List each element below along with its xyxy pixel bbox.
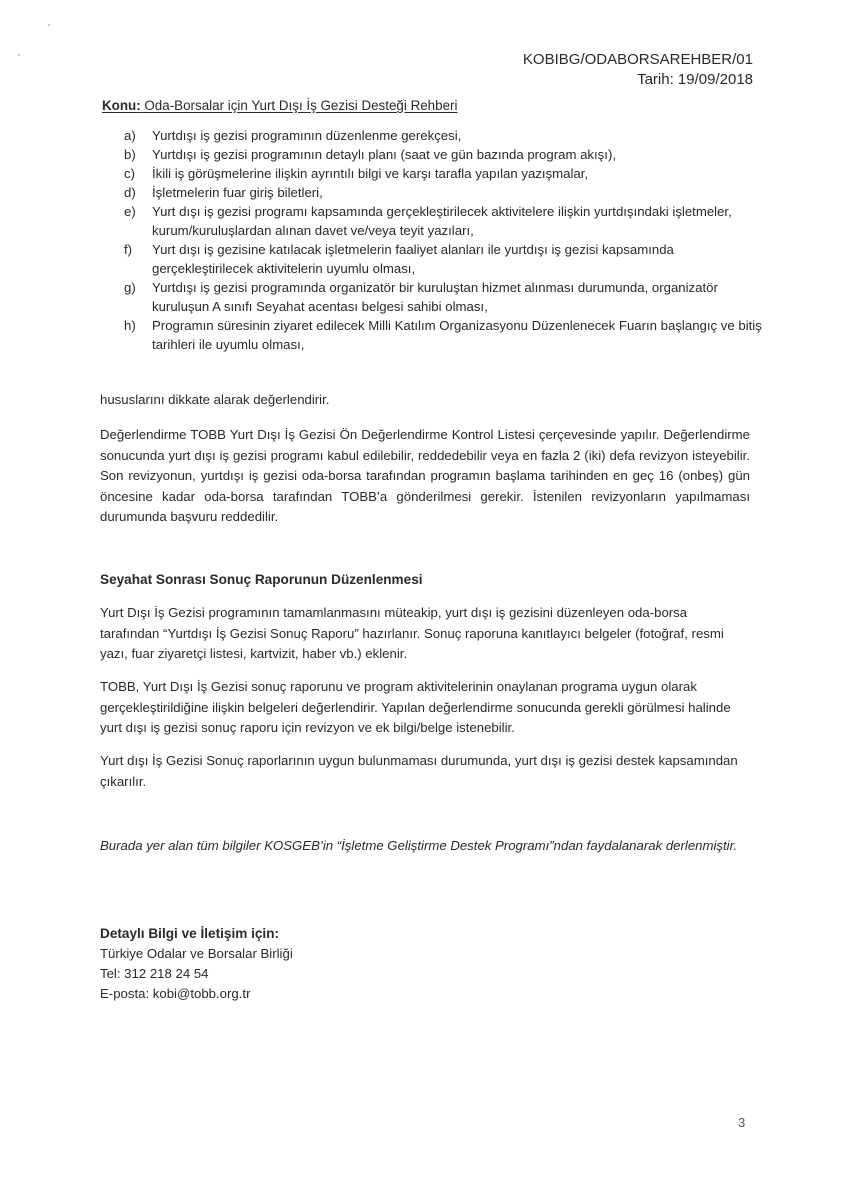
scan-speck [18,54,20,56]
list-item [124,183,764,202]
list-marker: e) [124,204,136,219]
contact-title: Detaylı Bilgi ve İletişim için: [100,926,280,941]
report-section-heading: Seyahat Sonrası Sonuç Raporunun Düzenlenmesi [100,572,423,587]
list-marker: d) [124,185,136,200]
scan-speck [48,24,50,26]
list-item-text: Yurtdışı iş gezisi programında organizatör bir kuruluştan hizmet alınması durumunda, organizatör kuruluşun A sınıfı Seyahat acentası belgesi sahibi olması, [152,280,718,314]
list-item [124,240,764,278]
list-item-text: Yurtdışı iş gezisi programının detaylı planı (saat ve gün bazında program akışı), [152,147,616,162]
contact-block [100,924,293,1004]
list-item-text: İkili iş görüşmelerine ilişkin ayrıntılı bilgi ve karşı tarafla yapılan yazışmalar, [152,166,589,181]
evaluation-paragraph: Değerlendirme TOBB Yurt Dışı İş Gezisi Ön Değerlendirme Kontrol Listesi çerçevesinde yapılır. Değerlendirme sonucunda yurt dışı iş gezisi programı kabul edilebilir, reddedebilir veya en fazla 2 (iki) defa revizyon isteyebilir. Son revizyonun, yurtdışı iş gezisi oda-borsa tarafından programın başlama tarihinden en geç 16 (onbeş) gün öncesine kadar oda-borsa tarafından TOBB’a gönderilmesi gerekir. İstenilen revizyonların yapılmaması durumunda başvuru reddedilir. [100,427,750,524]
list-conclusion: hususlarını dikkate alarak değerlendirir. [100,392,330,407]
source-note: Burada yer alan tüm bilgiler KOSGEB’in “İşletme Geliştirme Destek Programı”ndan faydalanarak derlenmiştir. [100,838,738,853]
list-marker: a) [124,128,136,143]
list-item-text: Yurt dışı iş gezisine katılacak işletmelerin faaliyet alanları ile yurtdışı iş gezisi kapsamında gerçekleştirilecek aktivitelerin uyumlu olması, [152,242,674,276]
list-item-text: Yurtdışı iş gezisi programının düzenlenme gerekçesi, [152,128,462,143]
subject-text: Oda-Borsalar için Yurt Dışı İş Gezisi Desteği Rehberi [140,98,458,113]
list-item [124,126,764,145]
report-paragraph: Yurt dışı İş Gezisi Sonuç raporlarının uygun bulunmaması durumunda, yurt dışı iş gezisi destek kapsamından çıkarılır. [100,753,738,789]
list-item [124,278,764,316]
contact-phone: Tel: 312 218 24 54 [100,966,209,981]
criteria-list [124,126,764,354]
list-marker: c) [124,166,135,181]
document-date: Tarih: 19/09/2018 [637,71,753,88]
list-marker: h) [124,318,136,333]
subject-label: Konu: [102,98,141,113]
report-paragraph: TOBB, Yurt Dışı İş Gezisi sonuç raporunu ve program aktivitelerinin onaylanan programa uygun olarak gerçekleştirildiğine ilişkin belgeleri değerlendirir. Yapılan değerlendirme sonucunda gerekli görülmesi halinde yurt dışı iş gezisi sonuç raporu için revizyon ve ek bilgi/belge istenebilir. [100,679,731,735]
list-item-text: Programın süresinin ziyaret edilecek Milli Katılım Organizasyonu Düzenlenecek Fuarın başlangıç ve bitiş tarihleri ile uyumlu olması, [152,318,762,352]
contact-organization: Türkiye Odalar ve Borsalar Birliği [100,946,293,961]
list-item [124,164,764,183]
list-marker: b) [124,147,136,162]
list-marker: g) [124,280,136,295]
document-header [523,50,753,90]
subject-line [102,98,457,113]
list-item-text: İşletmelerin fuar giriş biletleri, [152,185,323,200]
page-number: 3 [738,1115,746,1130]
contact-email: E-posta: kobi@tobb.org.tr [100,986,251,1001]
reference-code: KOBIBG/ODABORSAREHBER/01 [522,51,753,68]
report-paragraph: Yurt Dışı İş Gezisi programının tamamlanmasını müteakip, yurt dışı iş gezisini düzenleyen oda-borsa tarafından “Yurtdışı İş Gezisi Sonuç Raporu” hazırlanır. Sonuç raporuna kanıtlayıcı belgeler (fotoğraf, resmi yazı, fuar ziyaretçi listesi, kartvizit, haber vb.) eklenir. [100,605,724,661]
list-item [124,202,764,240]
list-item [124,145,764,164]
list-item [124,316,764,354]
list-item-text: Yurt dışı iş gezisi programı kapsamında gerçekleştirilecek aktivitelere ilişkin yurtdışındaki işletmeler, kurum/kuruluşlardan alınan davet ve/veya teyit yazıları, [152,204,732,238]
list-marker: f) [124,242,133,257]
